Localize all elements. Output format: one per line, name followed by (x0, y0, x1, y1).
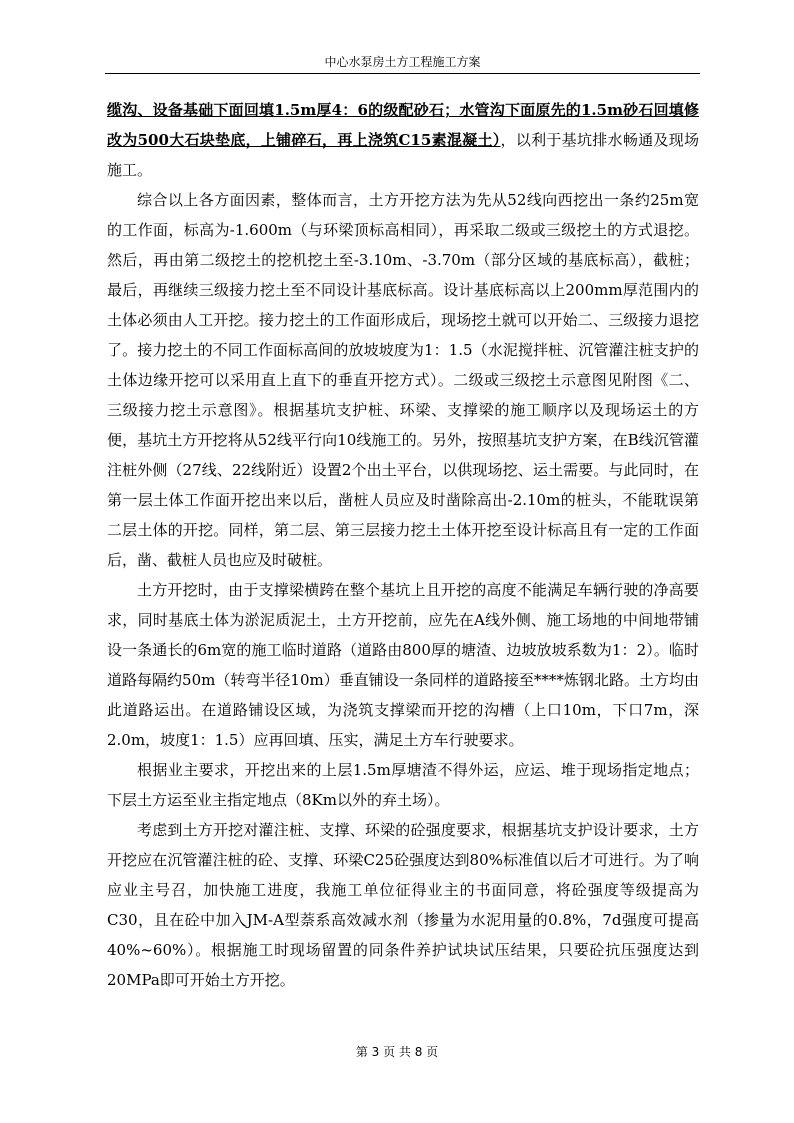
paragraph-1-rest: ，以利于基坑排水畅通及现场施工。 (107, 131, 699, 179)
document-body (107, 95, 699, 995)
page-number: 第 3 页 共 8 页 (355, 1045, 439, 1059)
paragraph-2: 综合以上各方面因素，整体而言，土方开挖方法为先从52线向西挖出一条约25m宽的工作面，标高为-1.600m（与环梁顶标高相同），再采取二级或三级挖土的方式退挖。然后，再由第二级挖土的挖机挖土至-3.10m、-3.70m（部分区域的基底标高），截桩；最后，再继续三级接力挖土至不同设计基底标高。设计基底标高以上200mm厚范围内的土体必须由人工开挖。接力挖土的工作面形成后，现场挖土就可以开始二、三级接力退挖了。接力挖土的不同工作面标高间的放坡坡度为1：1.5（水泥搅拌桩、沉管灌注桩支护的土体边缘开挖可以采用直上直下的垂直开挖方式）。二级或三级挖土示意图见附图《二、三级接力挖土示意图》。根据基坑支护桩、环梁、支撑梁的施工顺序以及现场运土的方便，基坑土方开挖将从52线平行向10线施工的。另外，按照基坑支护方案，在B线沉管灌注桩外侧（27线、22线附近）设置2个出土平台，以供现场挖、运土需要。与此同时，在第一层土体工作面开挖出来以后，凿桩人员应及时凿除高出-2.10m的桩头，不能耽误第二层土体的开挖。同样，第二层、第三层接力挖土土体开挖至设计标高且有一定的工作面后，凿、截桩人员也应及时破桩。 (107, 191, 699, 569)
paragraph-4: 根据业主要求，开挖出来的上层1.5m厚塘渣不得外运，应运、堆于现场指定地点；下层土方运至业主指定地点（8Km以外的弃土场）。 (107, 761, 699, 809)
paragraph-1 (107, 95, 699, 185)
header-divider (105, 73, 700, 74)
paragraph-5: 考虑到土方开挖对灌注桩、支撑、环梁的砼强度要求，根据基坑支护设计要求，土方开挖应在沉管灌注桩的砼、支撑、环梁C25砼强度达到80%标准值以后才可进行。为了响应业主号召，加快施工进度，我施工单位征得业主的书面同意，将砼强度等级提高为C30，且在砼中加入JM-A型萘系高效减水剂（掺量为水泥用量的0.8%，7d强度可提高40%~60%）。根据施工时现场留置的同条件养护试块试压结果，只要砼抗压强度达到20MPa即可开始土方开挖。 (107, 821, 699, 989)
paragraph-3: 土方开挖时，由于支撑梁横跨在整个基坑上且开挖的高度不能满足车辆行驶的净高要求，同时基底土体为淤泥质泥土，土方开挖前，应先在A线外侧、施工场地的中间地带铺设一条通长的6m宽的施工临时道路（道路由800厚的塘渣、边坡放坡系数为1：2）。临时道路每隔约50m（转弯半径10m）垂直铺设一条同样的道路接至****炼钢北路。土方均由此道路运出。在道路铺设区域，为浇筑支撑梁而开挖的沟槽（上口10m，下口7m，深2.0m，坡度1：1.5）应再回填、压实，满足土方车行驶要求。 (107, 581, 699, 749)
page-header-title: 中心水泵房土方工程施工方案 (324, 55, 481, 69)
paragraph-1-emphasis: 缆沟、设备基础下面回填1.5m厚4：6的级配砂石；水管沟下面原先的1.5m砂石回填修改为500大石块垫底，上铺碎石，再上浇筑C15素混凝土） (107, 101, 699, 149)
